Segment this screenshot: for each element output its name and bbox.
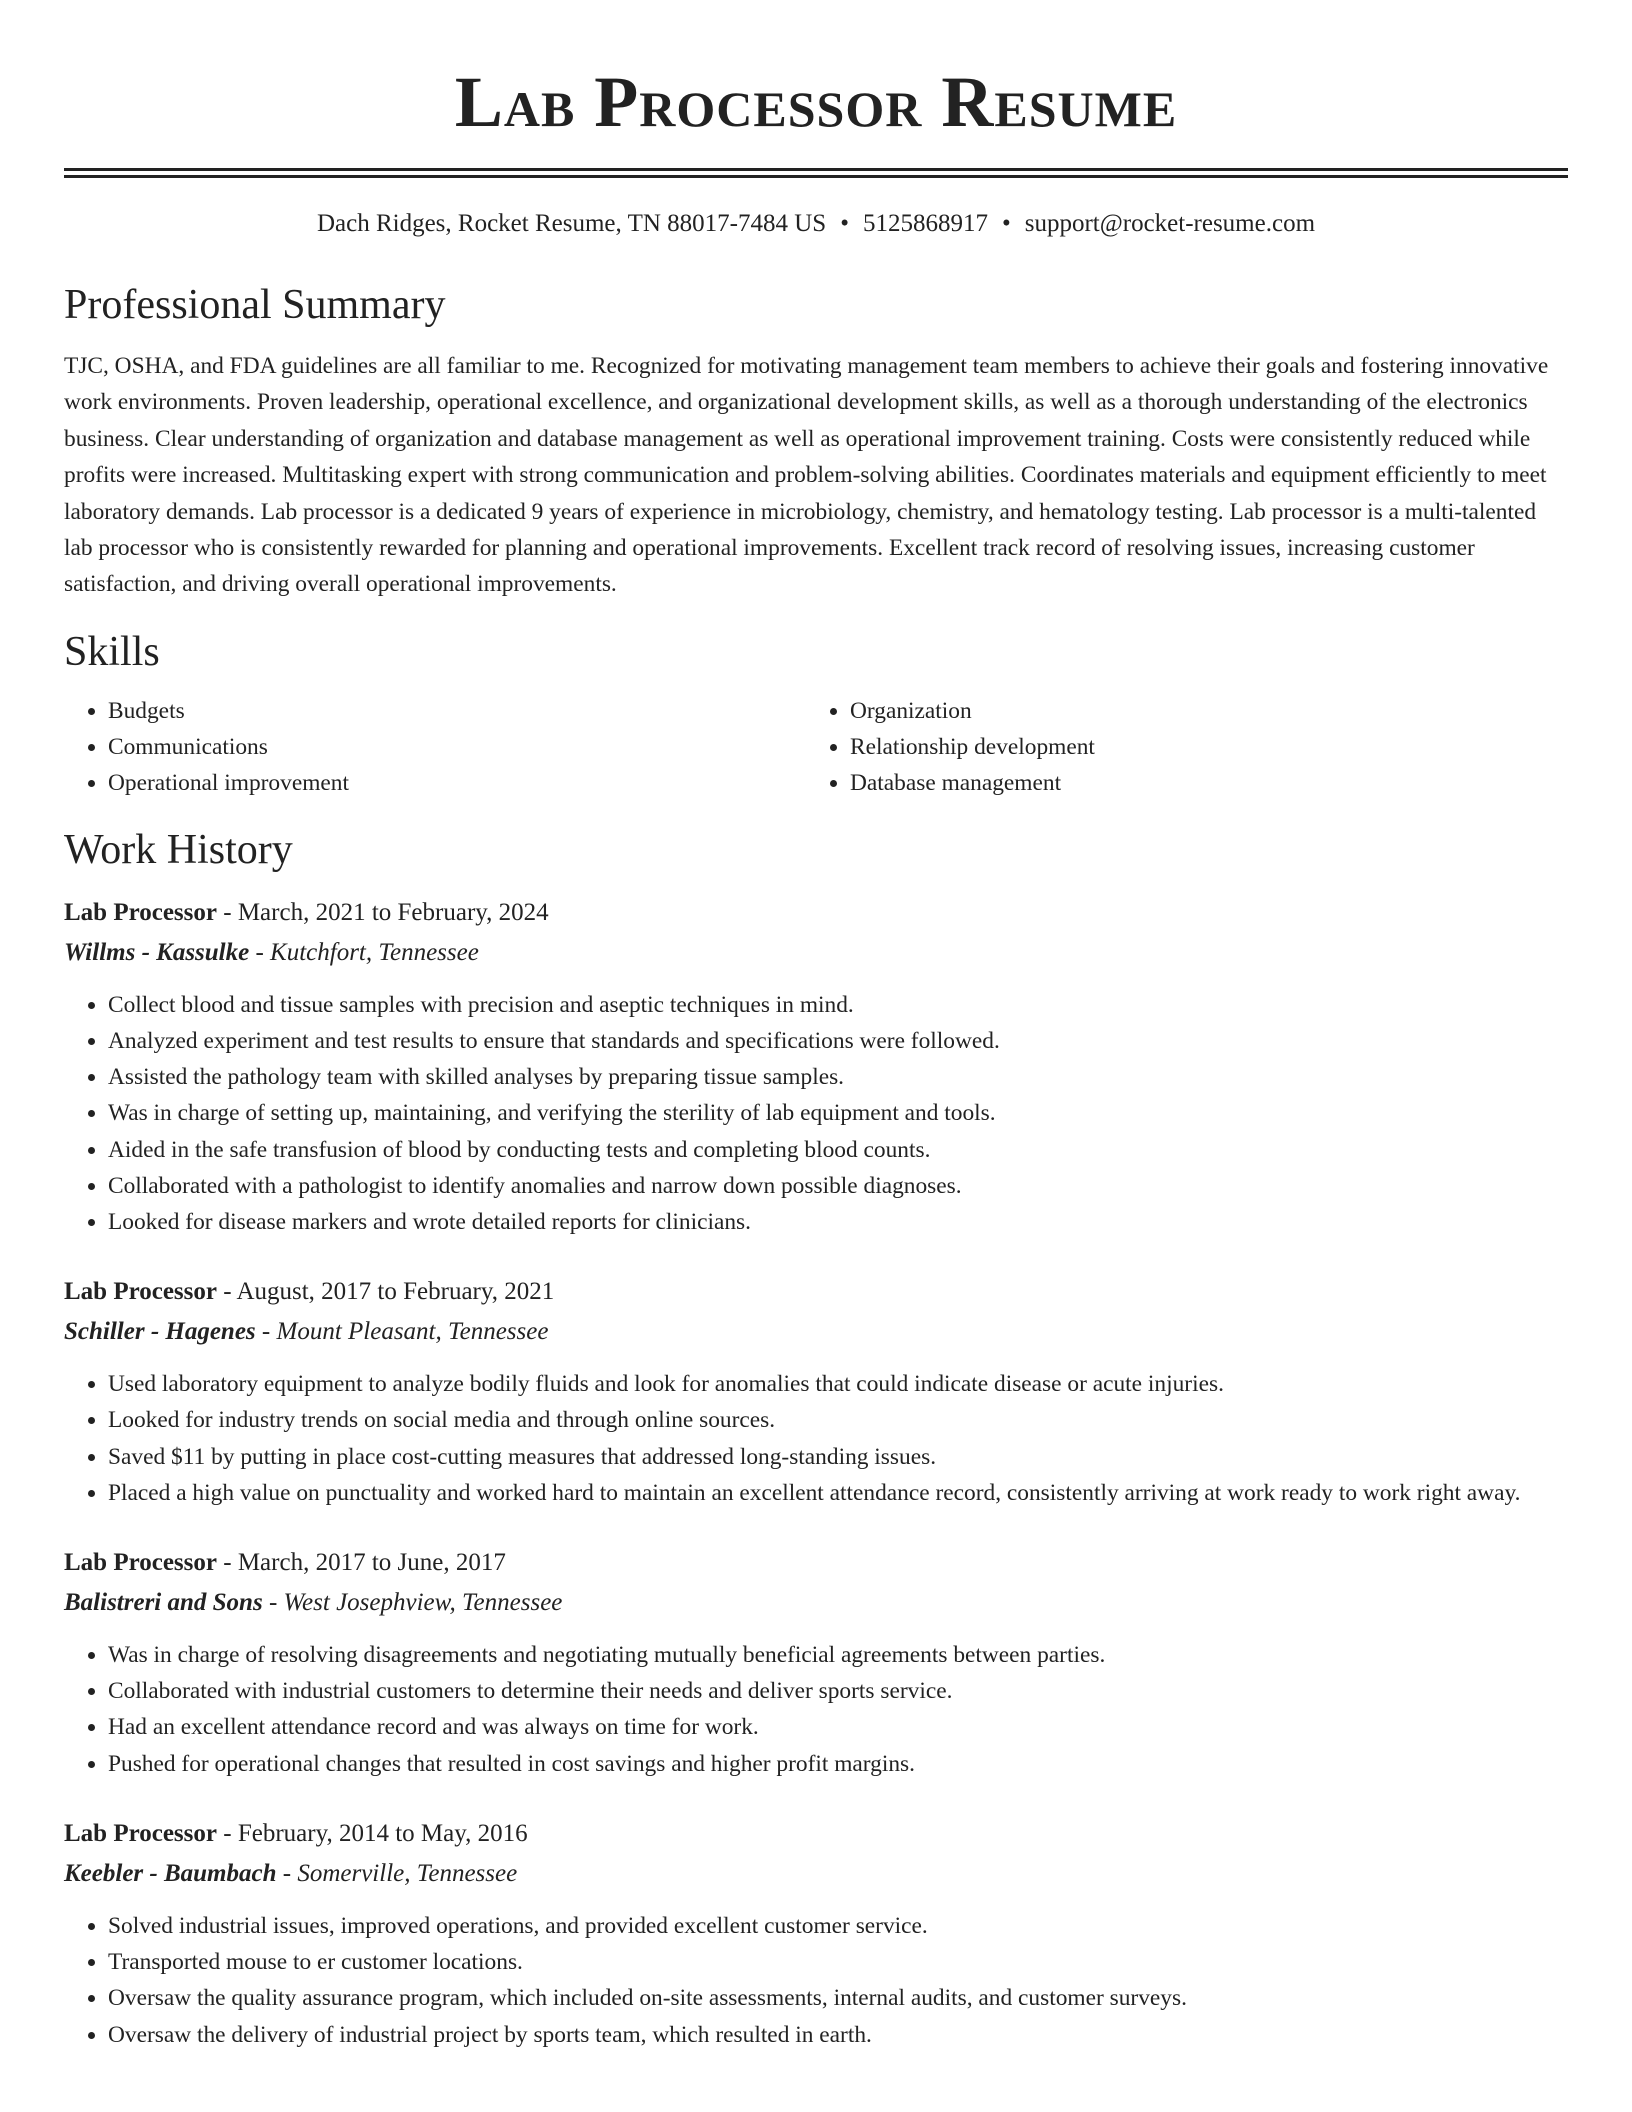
resume-page xyxy=(64,0,1568,2053)
job-bullet: • Used laboratory equipment to analyze bodily fluids and look for anomalies that could indicate disease or acute injuries. xyxy=(108,1366,1568,1402)
job-bullet: • Had an excellent attendance record and was always on time for work. xyxy=(108,1709,1568,1745)
skills-heading: Skills xyxy=(64,628,160,675)
job-company-line xyxy=(64,1587,1568,1619)
job-bullets xyxy=(64,1637,1568,1782)
job-company: Balistreri and Sons xyxy=(64,1589,263,1617)
job-location: - Somerville, Tennessee xyxy=(276,1859,518,1887)
job-company-line xyxy=(64,937,1568,969)
job-bullets xyxy=(64,987,1568,1240)
job-bullet: • Collect blood and tissue samples with precision and aseptic techniques in mind. xyxy=(108,987,1568,1023)
job-header xyxy=(64,1276,1568,1308)
skill-item: • Operational improvement xyxy=(108,765,806,801)
job-bullet: • Was in charge of resolving disagreements and negotiating mutually beneficial agreements between parties. xyxy=(108,1637,1568,1673)
work-history-heading: Work History xyxy=(64,826,293,873)
skill-item: • Organization xyxy=(850,693,1548,729)
job-entry xyxy=(64,1547,1568,1782)
contact-email: support@rocket-resume.com xyxy=(1024,210,1316,237)
contact-line xyxy=(64,208,1568,240)
job-header xyxy=(64,1547,1568,1579)
summary-text: TJC, OSHA, and FDA guidelines are all familiar to me. Recognized for motivating management team members to achieve their goals and fostering innovative work environments. Proven leadership, operational excellence, and organizational development skills, as well as a thorough understanding of the electronics business. Clear understanding of organization and database management as well as operational improvement training. Costs were consistently reduced while profits were increased. Multitasking expert with strong communication and problem-solving abilities. Coordinates materials and equipment efficiently to meet laboratory demands. Lab processor is a dedicated 9 years of experience in microbiology, chemistry, and hematology testing. Lab processor is a multi-talented lab processor who is consistently rewarded for planning and operational improvements. Excellent track record of resolving issues, increasing customer satisfaction, and driving overall operational improvements. xyxy=(64,353,1549,598)
job-company-line xyxy=(64,1316,1568,1348)
job-bullets xyxy=(64,1908,1568,2053)
title-divider xyxy=(64,168,1568,178)
job-bullet: • Looked for disease markers and wrote detailed reports for clinicians. xyxy=(108,1204,1568,1240)
summary-heading: Professional Summary xyxy=(64,282,446,328)
skill-item: • Relationship development xyxy=(850,729,1548,765)
skill-item: • Budgets xyxy=(108,693,806,729)
contact-phone: 5125868917 xyxy=(862,210,988,237)
job-bullet: • Aided in the safe transfusion of blood by conducting tests and completing blood counts. xyxy=(108,1132,1568,1168)
skill-item: • Database management xyxy=(850,765,1548,801)
job-title: Lab Processor xyxy=(64,1549,217,1577)
job-location: - West Josephview, Tennessee xyxy=(262,1589,563,1617)
job-header xyxy=(64,897,1568,929)
skills-column-right xyxy=(806,693,1548,801)
job-dates: - March, 2021 to February, 2024 xyxy=(217,898,549,926)
job-bullet: • Oversaw the delivery of industrial project by sports team, which resulted in earth. xyxy=(108,2017,1568,2053)
job-entry xyxy=(64,1276,1568,1511)
skill-item: • Communications xyxy=(108,729,806,765)
job-bullet: • Saved $11 by putting in place cost-cutting measures that addressed long-standing issues. xyxy=(108,1439,1568,1475)
job-bullet: • Looked for industry trends on social media and through online sources. xyxy=(108,1402,1568,1438)
skills-list xyxy=(64,693,1568,801)
job-location: - Mount Pleasant, Tennessee xyxy=(255,1318,549,1346)
job-bullet: • Analyzed experiment and test results to ensure that standards and specifications were followed. xyxy=(108,1023,1568,1059)
skills-column-left xyxy=(64,693,806,801)
job-bullet: • Oversaw the quality assurance program, which included on-site assessments, internal audits, and customer surveys. xyxy=(108,1980,1568,2016)
job-title: Lab Processor xyxy=(64,1278,217,1306)
job-bullet: • Collaborated with industrial customers to determine their needs and deliver sports service. xyxy=(108,1673,1568,1709)
job-bullet: • Assisted the pathology team with skilled analyses by preparing tissue samples. xyxy=(108,1059,1568,1095)
job-bullet: • Pushed for operational changes that resulted in cost savings and higher profit margins. xyxy=(108,1746,1568,1782)
job-bullet: • Collaborated with a pathologist to identify anomalies and narrow down possible diagnoses. xyxy=(108,1168,1568,1204)
job-bullet: • Transported mouse to er customer locations. xyxy=(108,1944,1568,1980)
job-company: Willms - Kassulke xyxy=(64,938,250,966)
contact-address: Dach Ridges, Rocket Resume, TN 88017-7484 US xyxy=(316,210,827,237)
job-bullet: • Was in charge of setting up, maintaining, and verifying the sterility of lab equipment and tools. xyxy=(108,1095,1568,1131)
job-company: Keebler - Baumbach xyxy=(64,1859,277,1887)
job-dates: - August, 2017 to February, 2021 xyxy=(217,1278,555,1306)
resume-title: Lab Processor Resume xyxy=(454,62,1178,142)
job-bullets xyxy=(64,1366,1568,1511)
job-bullet: • Placed a high value on punctuality and worked hard to maintain an excellent attendance record, consistently arriving at work ready to work right away. xyxy=(108,1475,1568,1511)
job-entry xyxy=(64,1818,1568,2053)
job-dates: - March, 2017 to June, 2017 xyxy=(217,1549,506,1577)
job-entry xyxy=(64,897,1568,1240)
job-location: - Kutchfort, Tennessee xyxy=(249,938,479,966)
job-bullet: • Solved industrial issues, improved operations, and provided excellent customer service. xyxy=(108,1908,1568,1944)
job-company: Schiller - Hagenes xyxy=(64,1318,256,1346)
job-title: Lab Processor xyxy=(64,898,217,926)
contact-separator: • xyxy=(840,210,849,237)
job-dates: - February, 2014 to May, 2016 xyxy=(217,1819,528,1847)
job-title: Lab Processor xyxy=(64,1819,217,1847)
job-company-line xyxy=(64,1858,1568,1890)
contact-separator: • xyxy=(1001,210,1011,237)
job-header xyxy=(64,1818,1568,1850)
